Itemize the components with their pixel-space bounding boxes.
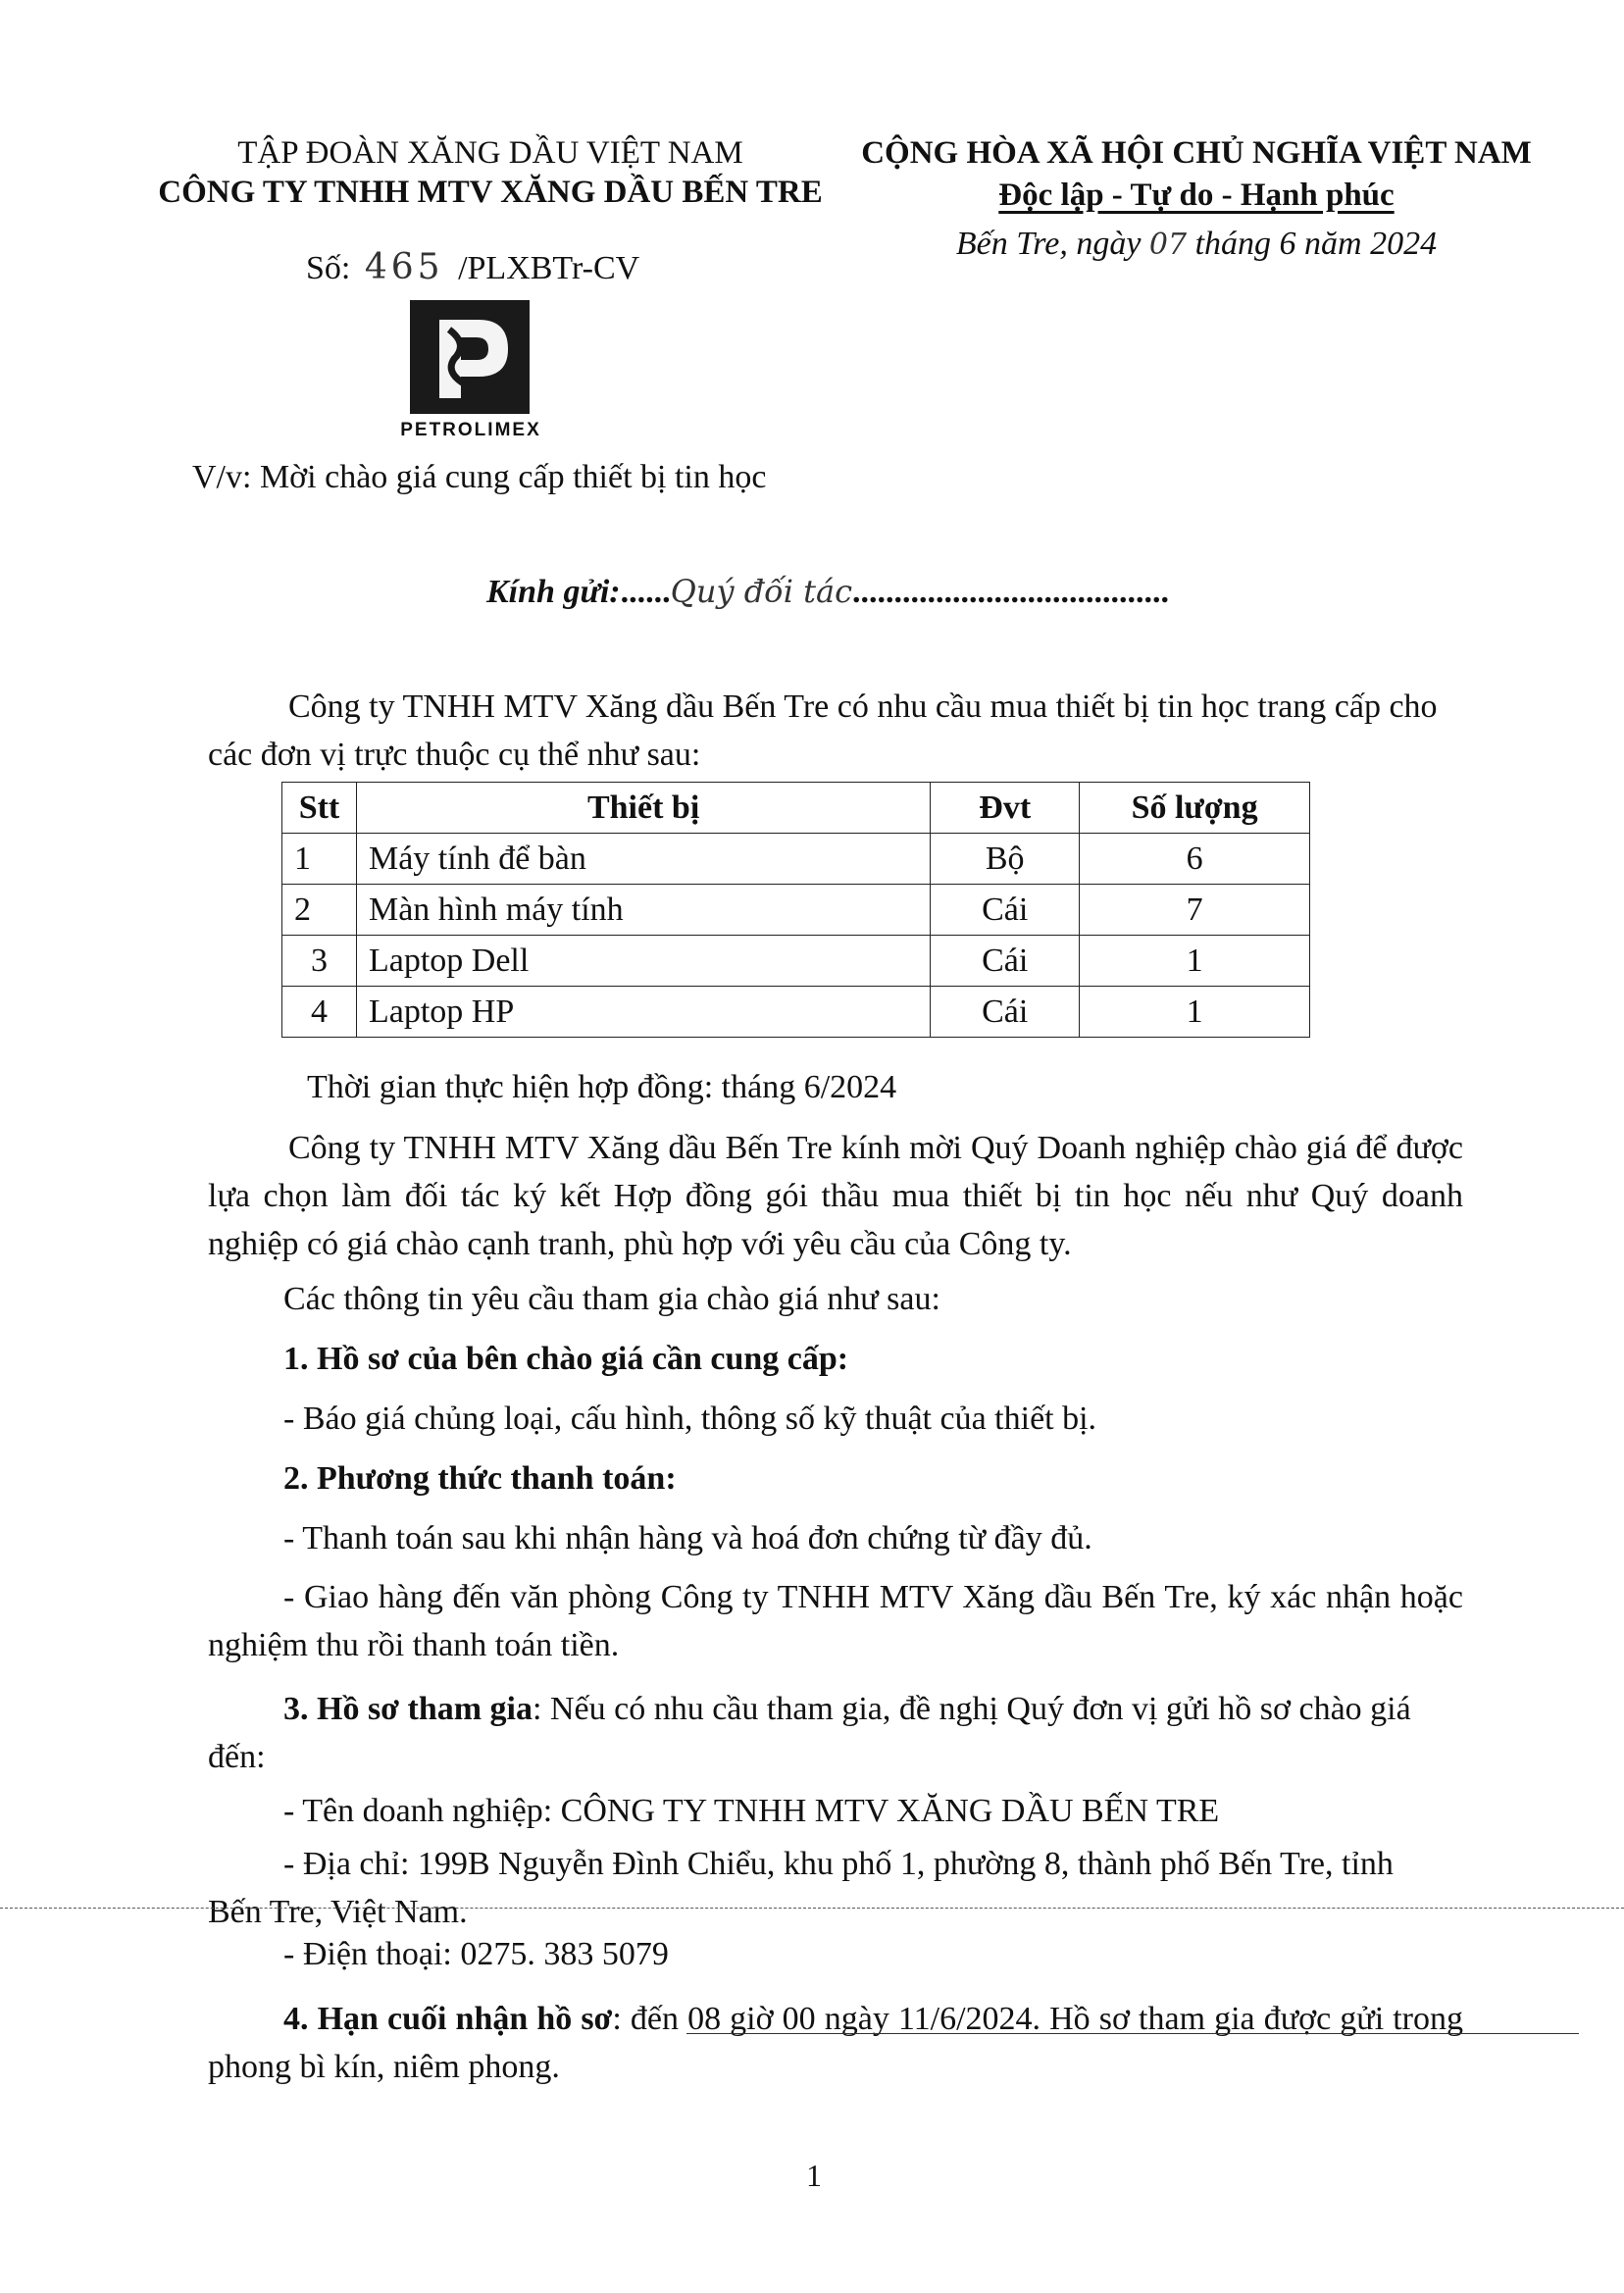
cell-quantity: 1 [1080, 936, 1310, 987]
cell-stt: 4 [282, 987, 357, 1038]
logo-text: PETROLIMEX [400, 420, 541, 440]
cell-quantity: 1 [1080, 987, 1310, 1038]
date-day: 07 [1148, 228, 1188, 262]
section-2-title: 2. Phương thức thanh toán: [283, 1460, 677, 1497]
motto: Độc lập - Tự do - Hạnh phúc [998, 178, 1395, 213]
section-3-text: : Nếu có nhu cầu tham gia, đề nghị Quý đơn vị gửi hồ sơ chào giá đến: [208, 1691, 1411, 1775]
col-header-stt: Stt [282, 783, 357, 834]
contract-time: Thời gian thực hiện hợp đồng: tháng 6/2024 [307, 1069, 897, 1105]
section-3-company: - Tên doanh nghiệp: CÔNG TY TNHH MTV XĂNG DẦU BẾN TRE [283, 1793, 1220, 1829]
recipient-label: Kính gửi: [486, 574, 621, 610]
date-suffix: tháng 6 năm 2024 [1194, 226, 1438, 262]
section-3-paragraph [208, 1685, 1463, 1781]
number-label: Số: [306, 250, 351, 286]
cell-device: Máy tính để bàn [356, 834, 930, 885]
cell-unit: Cái [931, 936, 1080, 987]
info-intro: Các thông tin yêu cầu tham gia chào giá như sau: [283, 1281, 940, 1317]
invite-paragraph: Công ty TNHH MTV Xăng dầu Bến Tre kính mời Quý Doanh nghiệp chào giá để được lựa chọn làm đối tác ký kết Hợp đồng gói thầu mua thiết bị tin học nếu như Quý doanh nghiệp có giá chào cạnh tranh, phù hợp với yêu cầu của Công ty. [208, 1130, 1463, 1262]
cell-device: Laptop HP [356, 987, 930, 1038]
cell-stt: 3 [282, 936, 357, 987]
col-header-quantity: Số lượng [1080, 783, 1310, 834]
recipient-line [486, 573, 1169, 611]
cell-device: Laptop Dell [356, 936, 930, 987]
table-row [282, 936, 1310, 987]
section-1-item: - Báo giá chủng loại, cấu hình, thông số kỹ thuật của thiết bị. [283, 1401, 1097, 1437]
cell-unit: Cái [931, 987, 1080, 1038]
cell-unit: Bộ [931, 834, 1080, 885]
intro-paragraph: Công ty TNHH MTV Xăng dầu Bến Tre có nhu cầu mua thiết bị tin học trang cấp cho các đơn vị trực thuộc cụ thể như sau: [208, 688, 1438, 773]
section-3-address: - Địa chỉ: 199B Nguyễn Đình Chiểu, khu phố 1, phường 8, thành phố Bến Tre, tỉnh Bến Tre, Việt Nam. [208, 1846, 1394, 1930]
table-row [282, 885, 1310, 936]
section-4-paragraph [208, 1995, 1463, 2091]
recipient-dots-after: ...................................... [852, 574, 1170, 610]
recipient-handwritten: Quý đối tác [670, 573, 853, 610]
date-prefix: Bến Tre, ngày [955, 226, 1142, 262]
col-header-device: Thiết bị [356, 783, 930, 834]
scan-line [686, 2033, 1579, 2034]
equipment-table [281, 782, 1310, 1038]
section-4-title: 4. Hạn cuối nhận hồ sơ [283, 2001, 613, 2037]
number-suffix: /PLXBTr-CV [458, 250, 640, 286]
cell-stt: 2 [282, 885, 357, 936]
document-number [306, 247, 639, 287]
petrolimex-logo-icon [410, 300, 530, 414]
section-3-title: 3. Hồ sơ tham gia [283, 1691, 533, 1727]
section-2-item: - Giao hàng đến văn phòng Công ty TNHH MTV Xăng dầu Bến Tre, ký xác nhận hoặc nghiệm thu rồi thanh toán tiền. [208, 1579, 1463, 1663]
scan-line [0, 1908, 1624, 1909]
section-1-title: 1. Hồ sơ của bên chào giá cần cung cấp: [283, 1341, 849, 1377]
cell-unit: Cái [931, 885, 1080, 936]
cell-device: Màn hình máy tính [356, 885, 930, 936]
section-2-item: - Thanh toán sau khi nhận hàng và hoá đơn chứng từ đầy đủ. [283, 1520, 1092, 1556]
page-number: 1 [806, 2158, 822, 2193]
section-4-text: : đến 08 giờ 00 ngày 11/6/2024. Hồ sơ tham gia được gửi trong phong bì kín, niêm phong. [208, 2001, 1463, 2085]
table-row [282, 987, 1310, 1038]
table-row [282, 834, 1310, 885]
recipient-dots-before: ...... [620, 574, 671, 610]
cell-quantity: 6 [1080, 834, 1310, 885]
table-header-row [282, 783, 1310, 834]
nation-title: CỘNG HÒA XÃ HỘI CHỦ NGHĨA VIỆT NAM [861, 135, 1532, 171]
petrolimex-logo [410, 300, 530, 414]
cell-stt: 1 [282, 834, 357, 885]
number-value: 465 [364, 247, 444, 287]
col-header-unit: Đvt [931, 783, 1080, 834]
cell-quantity: 7 [1080, 885, 1310, 936]
org-name: TẬP ĐOÀN XĂNG DẦU VIỆT NAM [237, 135, 743, 171]
section-3-phone: - Điện thoại: 0275. 383 5079 [283, 1936, 669, 1972]
date-line [843, 228, 1549, 261]
company-name: CÔNG TY TNHH MTV XĂNG DẦU BẾN TRE [158, 175, 823, 210]
subject-line: V/v: Mời chào giá cung cấp thiết bị tin học [192, 459, 767, 495]
